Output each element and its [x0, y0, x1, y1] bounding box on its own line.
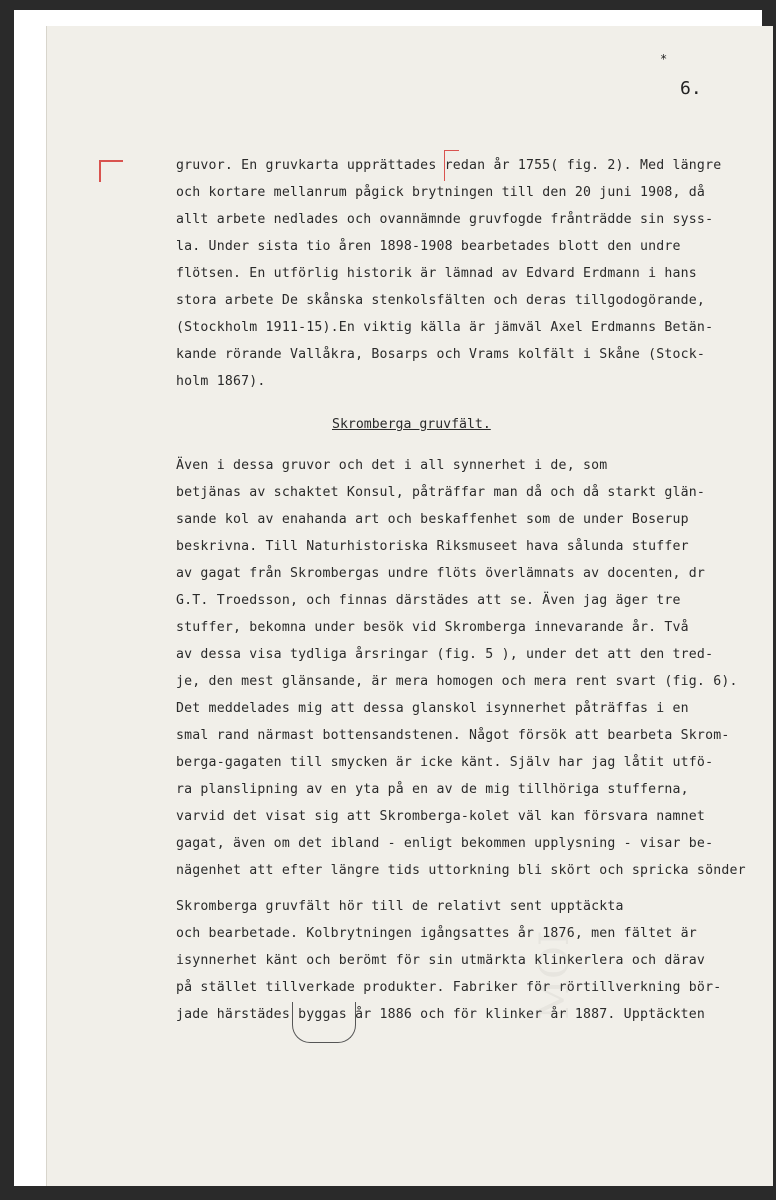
text-line: av dessa visa tydliga årsringar (fig. 5 ), under det att den tred- — [176, 647, 714, 662]
text-line: stuffer, bekomna under besök vid Skromberga innevarande år. Två — [176, 620, 689, 635]
page-number: 6. — [680, 78, 702, 99]
text-line: sande kol av enahanda art och beskaffenhet som de under Boserup — [176, 512, 689, 527]
text-line: betjänas av schaktet Konsul, påträffar man då och då starkt glän- — [176, 485, 706, 500]
text-line: Skromberga gruvfält hör till de relativt sent upptäckta — [176, 899, 624, 914]
paragraph-1 — [176, 152, 756, 395]
text-line: G.T. Troedsson, och finnas därstädes att se. Även jag äger tre — [176, 593, 681, 608]
text-line: ra planslipning av en yta på en av de mig tillhöriga stufferna, — [176, 782, 689, 797]
text-line: av gagat från Skrombergas undre flöts överlämnats av docenten, dr — [176, 566, 706, 581]
text-line: holm 1867). — [176, 374, 266, 389]
text-line: kande rörande Vallåkra, Bosarps och Vrams kolfält i Skåne (Stock- — [176, 347, 706, 362]
page-star-mark: * — [660, 52, 668, 66]
text-line: flötsen. En utförlig historik är lämnad av Edvard Erdmann i hans — [176, 266, 697, 281]
text-line: Även i dessa gruvor och det i all synnerhet i de, som — [176, 458, 608, 473]
text-line: berga-gagaten till smycken är icke känt. Själv har jag låtit utfö- — [176, 755, 714, 770]
text-line: och bearbetade. Kolbrytningen igångsattes år 1876, men fältet är — [176, 926, 697, 941]
text-line: och kortare mellanrum pågick brytningen till den 20 juni 1908, då — [176, 185, 706, 200]
text-line: stora arbete De skånska stenkolsfälten och deras tillgodogörande, — [176, 293, 706, 308]
text-line: smal rand närmast bottensandstenen. Något försök att bearbeta Skrom- — [176, 728, 730, 743]
watermark: MOI — [532, 930, 578, 1020]
text-line: gagat, även om det ibland - enligt bekommen upplysning - visar be- — [176, 836, 714, 851]
text-line: beskrivna. Till Naturhistoriska Riksmuseet hava sålunda stuffer — [176, 539, 689, 554]
text-line: nägenhet att efter längre tids uttorkning bli skört och spricka sönder — [176, 863, 746, 878]
text-line: varvid det visat sig att Skromberga-kolet väl kan försvara namnet — [176, 809, 706, 824]
text-line: la. Under sista tio åren 1898-1908 bearbetades blott den undre — [176, 239, 681, 254]
text-line: isynnerhet känt och berömt för sin utmärkta klinkerlera och därav — [176, 953, 706, 968]
section-heading: Skromberga gruvfält. — [332, 417, 491, 432]
text-line: je, den mest glänsande, är mera homogen och mera rent svart (fig. 6). — [176, 674, 738, 689]
red-corner-mark — [99, 160, 123, 182]
text-line: jade härstädes byggas år 1886 och för klinker år 1887. Upptäckten — [176, 1007, 706, 1022]
text-line: på stället tillverkade produkter. Fabriker för rörtillverkning bör- — [176, 980, 722, 995]
text-line: allt arbete nedlades och ovannämnde gruvfogde frånträdde sin syss- — [176, 212, 714, 227]
text-line: gruvor. En gruvkarta upprättades redan år 1755( fig. 2). Med längre — [176, 158, 722, 173]
text-line: (Stockholm 1911-15).En viktig källa är jämväl Axel Erdmanns Betän- — [176, 320, 714, 335]
paragraph-2 — [176, 452, 756, 884]
paragraph-3 — [176, 893, 756, 1028]
handwritten-loop-mark — [292, 1002, 356, 1043]
text-line: Det meddelades mig att dessa glanskol isynnerhet påträffas i en — [176, 701, 689, 716]
